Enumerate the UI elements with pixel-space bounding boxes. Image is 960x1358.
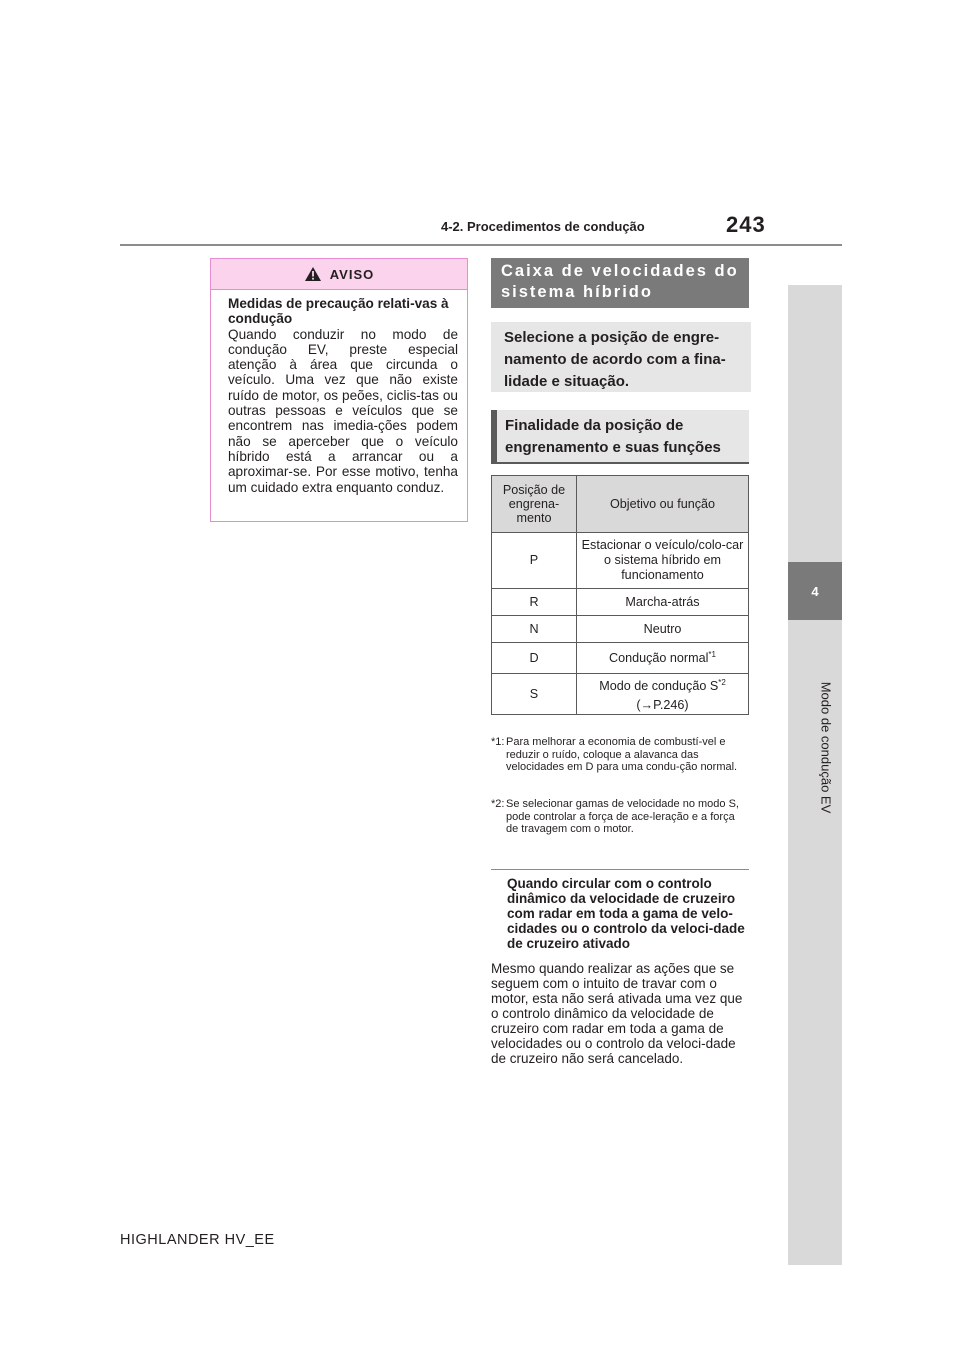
gear-function-cell: Neutro bbox=[577, 616, 749, 643]
footnote-marker: *1 bbox=[708, 650, 716, 660]
footnote bbox=[491, 798, 756, 836]
gear-function-cell bbox=[577, 643, 749, 674]
warning-triangle-icon bbox=[304, 266, 322, 282]
warning-body bbox=[211, 290, 467, 495]
gear-function-text: Modo de condução S bbox=[599, 679, 719, 694]
gear-position-cell: S bbox=[492, 674, 577, 715]
gear-function-cell bbox=[577, 674, 749, 715]
warning-header bbox=[211, 259, 467, 290]
footnote-mark: *1: bbox=[491, 736, 505, 748]
side-tab-number: 4 bbox=[788, 562, 842, 620]
footnote-text: Para melhorar a economia de combustí-vel e reduzir o ruído, coloque a alavanca das velocidades em D para uma condu-ção normal. bbox=[506, 736, 738, 774]
gear-position-cell: D bbox=[492, 643, 577, 674]
gear-function-cell: Estacionar o veículo/colo-car o sistema híbrido em funcionamento bbox=[577, 533, 749, 589]
gear-position-cell: N bbox=[492, 616, 577, 643]
table-row bbox=[492, 643, 749, 674]
gear-function-text: Condução normal bbox=[609, 651, 709, 666]
warning-text: Quando conduzir no modo de condução EV, preste especial atenção à área que circunda o veículo. Uma vez que não existe ruído de motor, os peões, ciclis-tas ou outras pessoas e veículos que se encontrem nas imedia-ções podem não se aperceber que o veículo híbrido está a arrancar ou a aproximar-se. Por esse motivo, tenha um cuidado extra enquanto conduz. bbox=[228, 326, 458, 495]
note-heading: Quando circular com o controlo dinâmico da velocidade de cruzeiro com radar em toda a gama de velo-cidades ou o controlo da veloci-dade de cruzeiro ativado bbox=[507, 876, 745, 951]
warning-title: AVISO bbox=[329, 266, 375, 282]
footer-model: HIGHLANDER HV_EE bbox=[120, 1232, 275, 1248]
footnote-text: Se selecionar gamas de velocidade no modo S, pode controlar a força de ace-leração e a força de travagem com o motor. bbox=[506, 798, 739, 836]
note-rule bbox=[491, 869, 749, 870]
table-row bbox=[492, 674, 749, 715]
page-reference: (→P.246) bbox=[636, 697, 689, 712]
side-tab-label: Modo de condução EV bbox=[818, 681, 834, 814]
lead-text: Selecione a posição de engre-namento de acordo com a fina-lidade e situação. bbox=[491, 322, 751, 392]
table-row bbox=[492, 616, 749, 643]
note-body: Mesmo quando realizar as ações que se seguem com o intuito de travar com o motor, esta não será ativada uma vez que o controlo dinâmico da velocidade de cruzeiro com radar em toda a gama de velocidades ou o controlo da veloci-dade de cruzeiro não será cancelado. bbox=[491, 961, 743, 1066]
table-row bbox=[492, 533, 749, 589]
gear-position-cell: R bbox=[492, 589, 577, 616]
gear-function-cell: Marcha-atrás bbox=[577, 589, 749, 616]
gear-position-table bbox=[491, 475, 749, 715]
footnote-mark: *2: bbox=[491, 798, 505, 810]
gear-position-cell: P bbox=[492, 533, 577, 589]
table-row bbox=[492, 589, 749, 616]
warning-box bbox=[210, 258, 468, 522]
column-header-function: Objetivo ou função bbox=[577, 476, 749, 533]
header-rule bbox=[120, 244, 842, 246]
page-number: 243 bbox=[726, 212, 766, 237]
section-title: Caixa de velocidades do sistema híbrido bbox=[491, 258, 749, 308]
column-header-position: Posição de engrena-mento bbox=[492, 476, 577, 533]
footnote bbox=[491, 736, 756, 774]
subsection-title: Finalidade da posição de engrenamento e suas funções bbox=[491, 410, 749, 464]
footnote-marker: *2 bbox=[718, 678, 726, 688]
table-header-row bbox=[492, 476, 749, 533]
side-tab-lower bbox=[788, 620, 842, 1265]
header-section-title: 4-2. Procedimentos de condução bbox=[441, 219, 645, 234]
warning-subtitle: Medidas de precaução relati-vas à condução bbox=[228, 296, 449, 327]
side-tab-upper bbox=[788, 285, 842, 562]
